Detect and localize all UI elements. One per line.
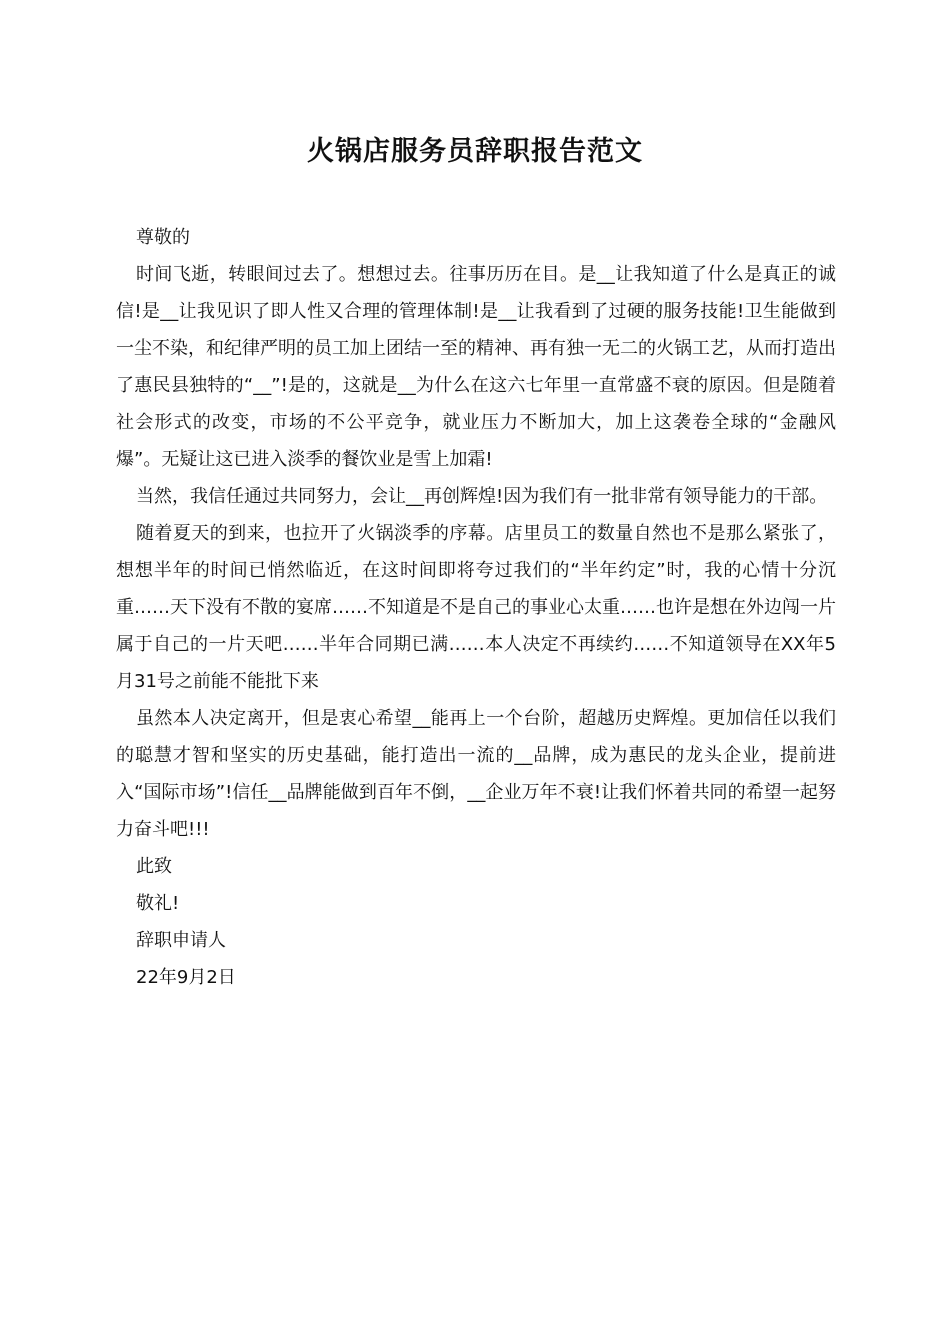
paragraph-1: 时间飞逝，转眼间过去了。想想过去。往事历历在目。是__让我知道了什么是真正的诚信!是__让我见识了即人性又合理的管理体制!是__让我看到了过硬的服务技能!卫生能做到一尘不染，和纪律严明的员工加上团结一至的精神、再有独一无二的火锅工艺，从而打造出了惠民县独特的“__”!是的，这就是__为什么在这六七年里一直常盛不衰的原因。但是随着社会形式的改变，市场的不公平竞争，就业压力不断加大，加上这袭卷全球的“金融风爆”。无疑让这已进入淡季的餐饮业是雪上加霜! xyxy=(116,264,836,470)
closing-line-1: 此致 xyxy=(136,856,172,877)
document-body xyxy=(116,219,836,996)
signer: 辞职申请人 xyxy=(136,930,226,951)
salutation: 尊敬的 xyxy=(136,227,190,248)
closing-line-2: 敬礼! xyxy=(136,893,180,914)
date: 22年9月2日 xyxy=(136,967,236,988)
paragraph-4: 虽然本人决定离开，但是衷心希望__能再上一个台阶，超越历史辉煌。更加信任以我们的聪慧才智和坚实的历史基础，能打造出一流的__品牌，成为惠民的龙头企业，提前进入“国际市场”!信任__品牌能做到百年不倒，__企业万年不衰!让我们怀着共同的希望一起努力奋斗吧!!! xyxy=(116,708,836,840)
document-title: 火锅店服务员辞职报告范文 xyxy=(307,136,643,167)
paragraph-2: 当然，我信任通过共同努力，会让__再创辉煌!因为我们有一批非常有领导能力的干部。 xyxy=(136,486,828,507)
paragraph-3: 随着夏天的到来，也拉开了火锅淡季的序幕。店里员工的数量自然也不是那么紧张了，想想半年的时间已悄然临近，在这时间即将夸过我们的“半年约定”时，我的心情十分沉重……天下没有不散的宴席……不知道是不是自己的事业心太重……也许是想在外边闯一片属于自己的一片天吧……半年合同期已满……本人决定不再续约……不知道领导在XX年5月31号之前能不能批下来 xyxy=(116,523,836,692)
